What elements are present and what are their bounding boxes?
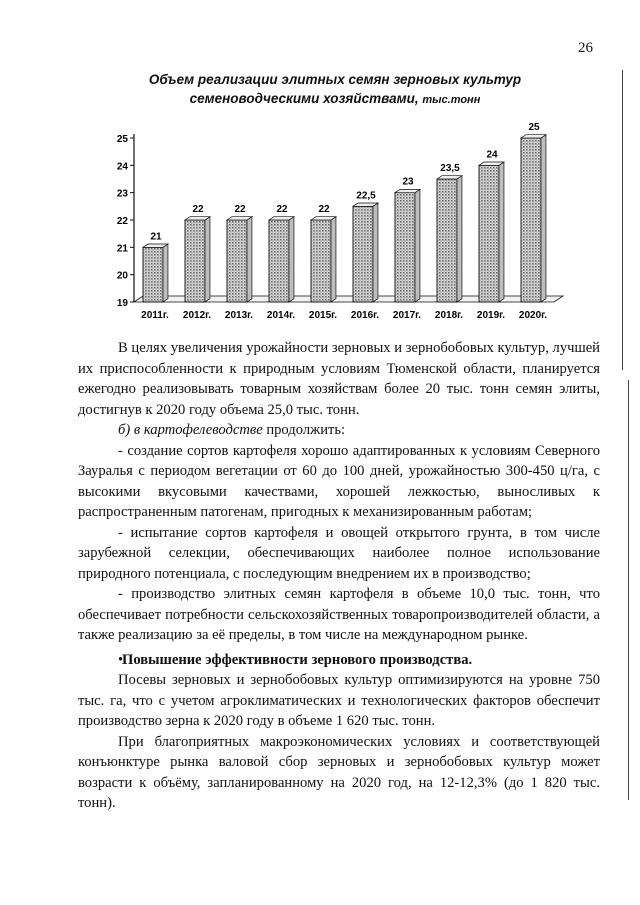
bar-value-label: 23 [402,176,414,188]
bullet-icon: • [118,651,124,668]
x-tick-label: 2014г. [266,310,296,321]
bar [185,220,205,302]
y-tick-label: 25 [116,134,128,145]
bar-top [479,162,504,165]
list-item-varieties: - создание сортов картофеля хорошо адаптированных к условиям Северного Зауралья с периодом вегетации от 60 до 100 дней, урожайностью 300-450 ц/га, с высокими вкусовыми качествами, хорошей лежкостью, выносливых к распространенным патогенам, пригодных к механизированным работам; [78,442,600,520]
bar-side [205,217,210,302]
section-heading [78,650,600,671]
x-tick-label: 2019г. [476,310,506,321]
x-tick-label: 2017г. [392,310,422,321]
bar-top [185,217,210,220]
x-tick-label: 2015г. [308,310,338,321]
x-tick-label: 2020г. [518,310,548,321]
paragraph-sowing: Посевы зерновых и зернобобовых культур оптимизируются на уровне 750 тыс. га, что с учетом агроклиматических и технологических факторов обеспечит производство зерна к 2020 году в объеме 1 620 тыс. тонн. [78,672,600,729]
bar-side [373,203,378,302]
bar [227,220,247,302]
body-text [78,338,600,814]
bar-top [521,135,546,138]
bar-top [311,217,336,220]
bar-value-label: 22 [192,204,204,215]
bar-side [163,244,168,302]
bar [437,179,457,302]
chart-title-line2-text: семеноводческими хозяйствами, [189,91,419,106]
bar-top [437,176,462,179]
bar [269,220,289,302]
bar [311,220,331,302]
bar-value-label: 22 [318,204,330,215]
bar [521,138,541,302]
x-tick-label: 2016г. [350,310,380,321]
bar [395,193,415,302]
bar-chart [106,116,566,332]
x-tick-label: 2018г. [434,310,464,321]
bar-top [143,244,168,247]
bar-top [227,217,252,220]
bar-value-label: 22 [276,204,288,215]
bar-value-label: 25 [528,122,540,133]
bar-top [353,203,378,206]
bar-side [457,176,462,302]
bar-value-label: 23,5 [440,163,460,174]
bar [353,206,373,302]
y-tick-label: 19 [116,298,128,309]
scan-edge-mark [628,380,629,800]
chart-title-line2 [100,89,570,110]
y-tick-label: 23 [116,188,128,200]
x-tick-label: 2011г. [141,310,169,321]
bar-side [289,217,294,302]
y-tick-label: 22 [116,216,128,227]
bar-side [541,135,546,302]
scan-edge-mark [622,70,623,370]
y-tick-label: 24 [116,161,128,173]
potato-subheading: б) в картофелеводстве [118,422,263,438]
potato-intro-text: продолжить: [262,422,346,438]
paragraph-potato-intro [78,420,600,441]
bar-side [247,217,252,302]
section-heading-text: Повышение эффективности зернового производства. [122,651,473,668]
x-tick-label: 2013г. [224,310,254,321]
chart-title-unit: тыс.тонн [422,94,481,106]
page-number: 26 [578,40,593,56]
chart-title [100,70,570,110]
chart-title-line1: Объем реализации элитных семян зерновых культур [148,72,522,87]
y-tick-label: 21 [116,243,128,255]
paragraph-seed-volume: В целях увеличения урожайности зерновых и зернобобовых культур, лучшей их приспособленности к природным условиям Тюменской области, планируется ежегодно реализовывать товарным хозяйствам более 20 тыс. тонн семян элиты, достигнув к 2020 году объема 25,0 тыс. тонн. [78,340,600,418]
paragraph-harvest: При благоприятных макроэкономических условиях и соответствующей конъюнктуре рынка валовой сбор зерновых и зернобобовых культур может возрасти к объёму, запланированному на 2020 год, на 12-12,3% (до 1 820 тыс. тонн). [78,733,600,811]
bar-value-label: 24 [486,149,498,161]
list-item-elite-seeds: - производство элитных семян картофеля в объеме 10,0 тыс. тонн, что обеспечивает потребности сельскохозяйственных товаропроизводителей области, а также реализацию за её пределы, в том числе на международном рынке. [78,586,600,643]
bar [143,247,163,302]
bar-value-label: 22,5 [356,190,376,202]
bar-value-label: 21 [150,231,162,243]
bar-side [499,162,504,302]
bar [479,165,499,302]
bar-value-label: 22 [234,204,246,215]
bar-side [331,217,336,302]
bar-top [395,189,420,192]
bar-top [269,217,294,220]
y-tick-label: 20 [116,270,128,282]
list-item-testing: - испытание сортов картофеля и овощей открытого грунта, в том числе зарубежной селекции, обеспечивающих наиболее полное использование природного потенциала, с последующим внедрением их в производство; [78,524,600,582]
bar-side [415,189,420,302]
x-tick-label: 2012г. [182,310,212,321]
